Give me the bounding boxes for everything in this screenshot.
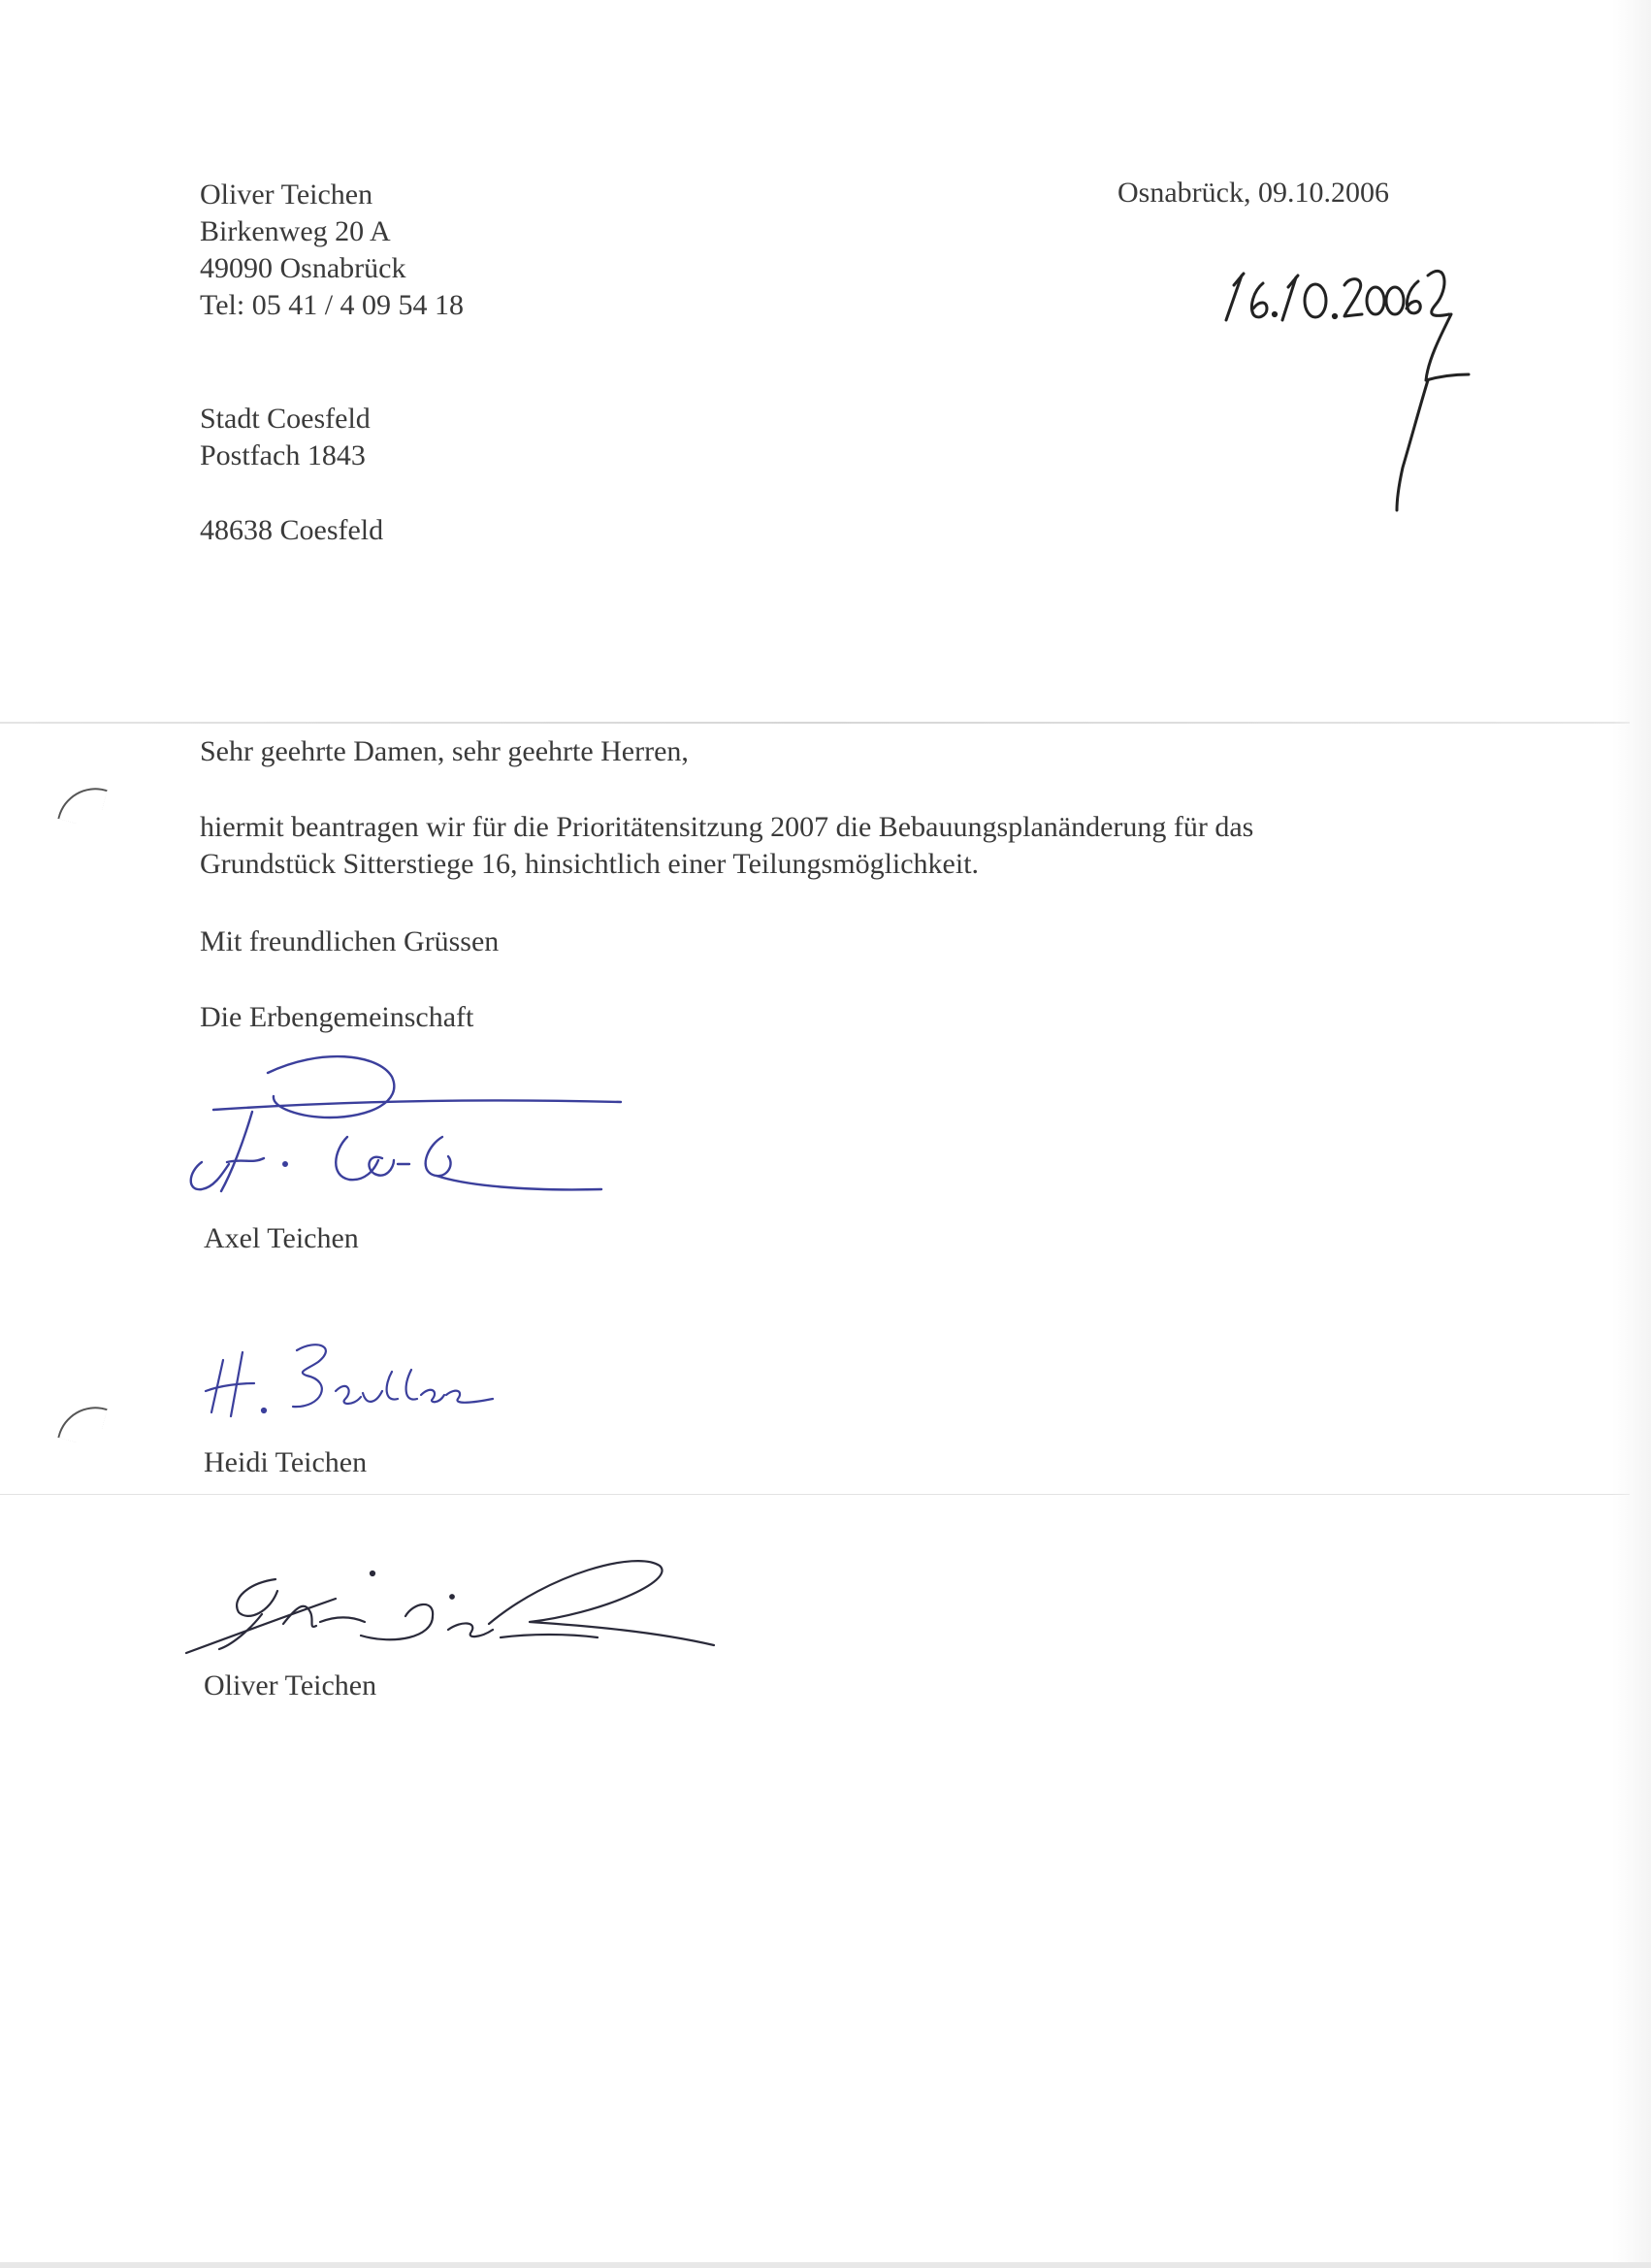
fold-line	[0, 1494, 1630, 1495]
letter-body	[200, 809, 1253, 883]
signature-heidi	[202, 1331, 512, 1428]
sender-address	[200, 177, 464, 324]
signature-oliver	[180, 1544, 724, 1670]
body-line: Grundstück Sitterstiege 16, hinsichtlich einer Teilungsmöglichkeit.	[200, 848, 980, 880]
recipient-name: Stadt Coesfeld	[200, 403, 371, 435]
recipient-city: 48638 Coesfeld	[200, 514, 384, 546]
place-date: Osnabrück, 09.10.2006	[1117, 177, 1389, 209]
recipient-address	[200, 401, 371, 474]
signoff: Die Erbengemeinschaft	[200, 1001, 474, 1033]
recipient-postbox: Postfach 1843	[200, 439, 366, 471]
punch-hole-mark	[57, 779, 107, 828]
scan-edge	[0, 2262, 1651, 2268]
closing: Mit freundlichen Grüssen	[200, 925, 500, 957]
signatory-name: Oliver Teichen	[204, 1669, 377, 1701]
signatory-name: Heidi Teichen	[204, 1446, 368, 1478]
salutation: Sehr geehrte Damen, sehr geehrte Herren,	[200, 735, 689, 767]
signature-axel	[175, 1048, 631, 1222]
sender-street: Birkenweg 20 A	[200, 215, 391, 247]
signatory-name: Axel Teichen	[204, 1222, 359, 1254]
received-date-handwritten	[1220, 260, 1482, 522]
sender-name: Oliver Teichen	[200, 178, 373, 211]
punch-hole-mark	[57, 1398, 107, 1447]
scan-edge	[1612, 0, 1651, 2268]
sender-city: 49090 Osnabrück	[200, 252, 406, 284]
fold-line	[0, 722, 1630, 724]
body-line: hiermit beantragen wir für die Prioritätensitzung 2007 die Bebauungsplanänderung für das	[200, 811, 1254, 843]
sender-phone: Tel: 05 41 / 4 09 54 18	[200, 289, 465, 321]
